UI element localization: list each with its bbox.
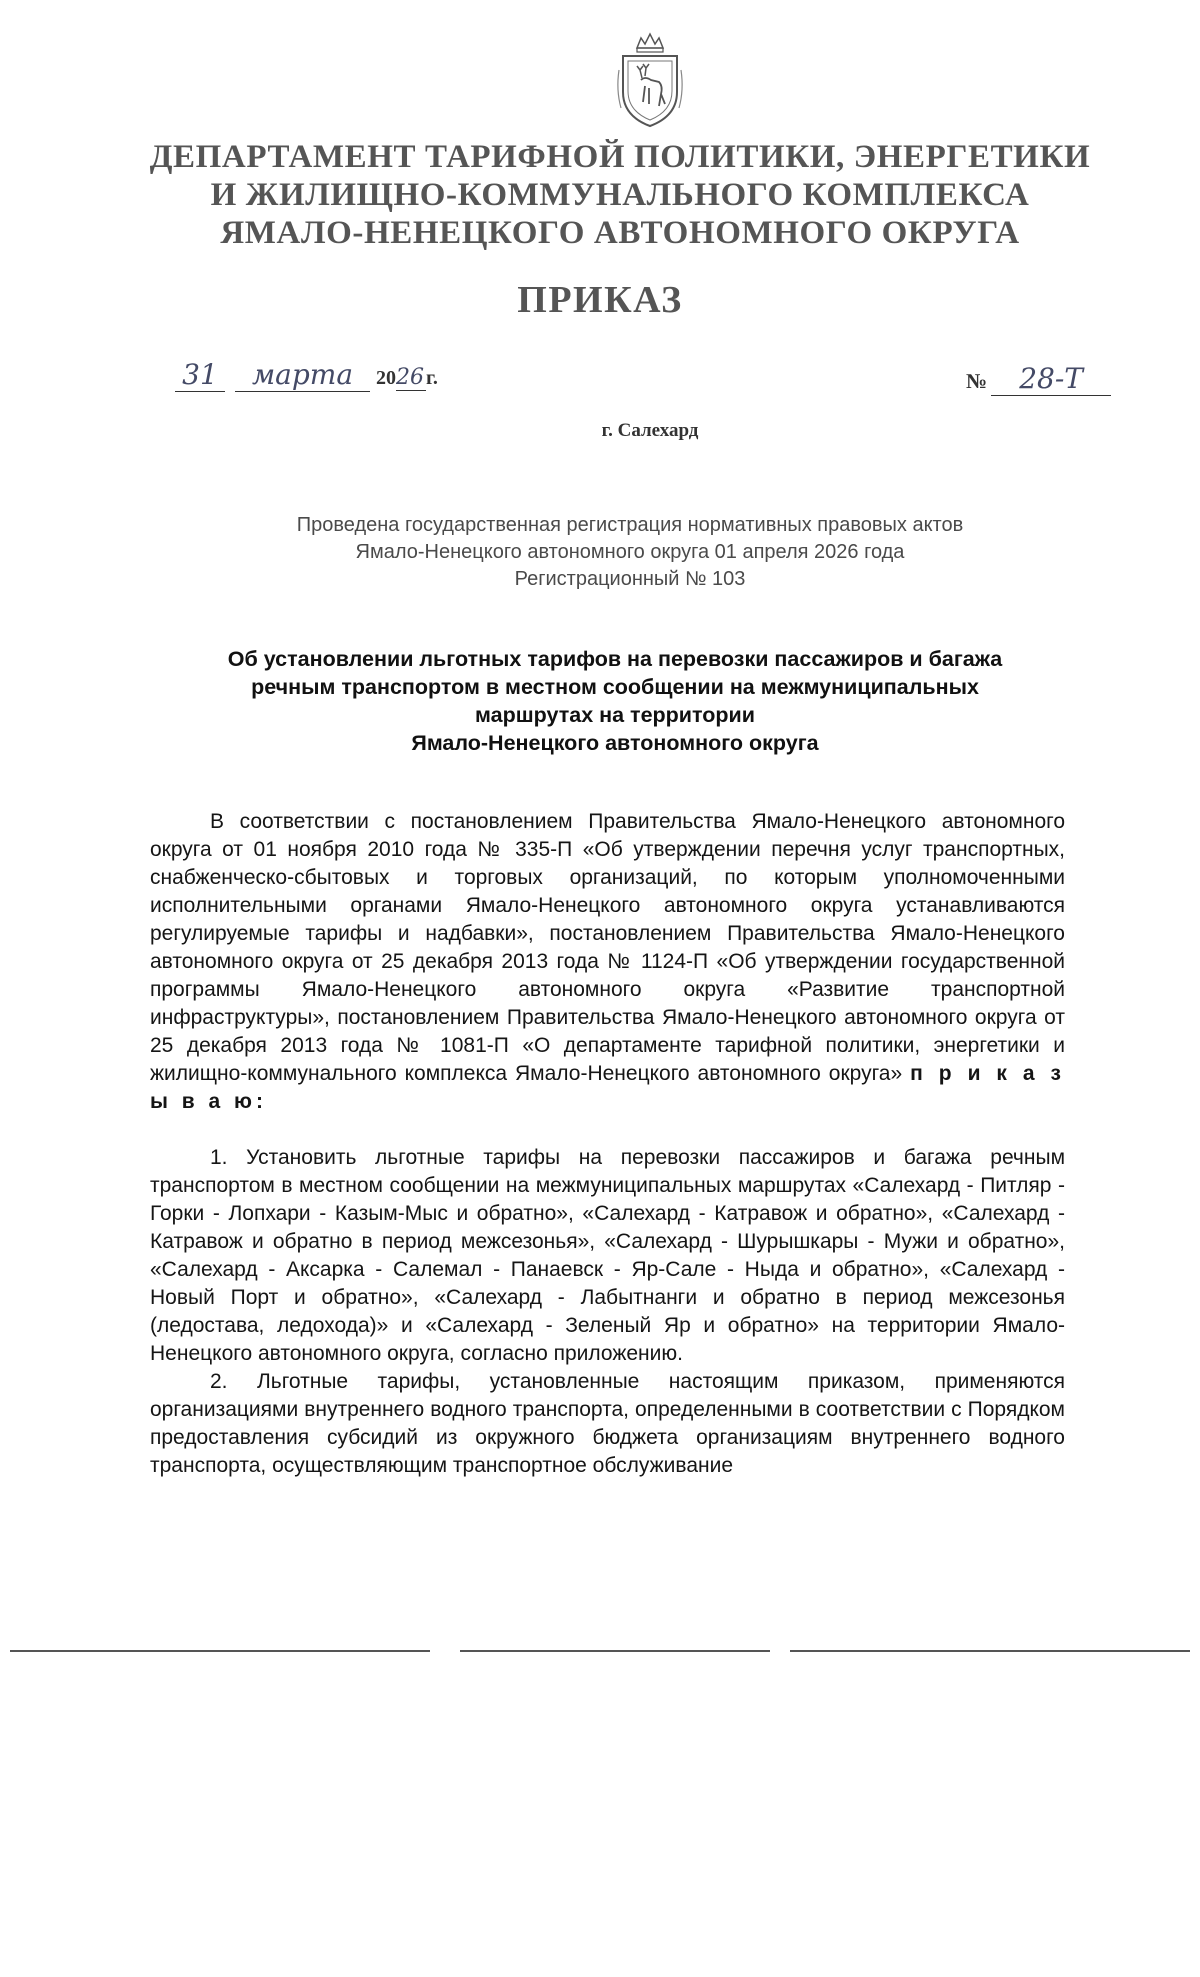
department-line-3: ЯМАЛО-НЕНЕЦКОГО АВТОНОМНОГО ОКРУГА [220,215,1020,251]
date-year-suffix: 26 [396,365,424,390]
document-type: ПРИКАЗ [517,279,683,321]
department-line-2: И ЖИЛИЩНО-КОММУНАЛЬНОГО КОМПЛЕКСА [210,177,1030,213]
registration-line-3: Регистрационный № 103 [514,568,746,590]
title-line-1: Об установлении льготных тарифов на перевозки пассажиров и багажа [227,647,1003,671]
department-header [120,138,1120,252]
page-divider [10,1650,1190,1652]
item-2-paragraph: 2. Льготные тарифы, установленные настоящим приказом, применяются организациями внутреннего водного транспорта, определенными в соответствии с Порядком предоставления субсидий из окружного бюджета организациям внутреннего водного транспорта, осуществляющим транспортное обслуживание [150,1370,1065,1477]
title-line-2: речным транспортом в местном сообщении на межмуниципальных [251,675,979,699]
preamble-text: В соответствии с постановлением Правительства Ямало-Ненецкого автономного округа от 01 ноября 2010 года № 335-П «Об утверждении перечня услуг транспортных, снабженческо-сбытовых и торговых организаций, по которым уполномоченными исполнительными органами Ямало-Ненецкого автономного округа устанавливаются регулируемые тарифы и надбавки», постановлением Правительства Ямало-Ненецкого автономного округа от 25 декабря 2013 года № 1124-П «Об утверждении государственной программы Ямало-Ненецкого автономного округа «Развитие транспортной инфраструктуры», постановлением Правительства Ямало-Ненецкого автономного округа от 25 декабря 2013 года № 1081-П «О департаменте тарифной политики, энергетики и жилищно-коммунального комплекса Ямало-Ненецкого автономного округа» [150,810,1065,1085]
order-word: п р и к а з ы в а ю: [150,1062,1065,1113]
date-day: 31 [175,358,225,392]
department-line-1: ДЕПАРТАМЕНТ ТАРИФНОЙ ПОЛИТИКИ, ЭНЕРГЕТИКИ [149,139,1091,175]
date-year-prefix: 20 [376,367,396,389]
document-number [966,362,1111,396]
document-body [150,808,1065,1480]
item-1-paragraph: 1. Установить льготные тарифы на перевозки пассажиров и багажа речным транспортом в местном сообщении на межмуниципальных маршрутах «Салехард - Питляр - Горки - Лопхари - Казым-Мыс и обратно», «Салехард - Катравож и обратно», «Салехард - Катравож и обратно в период межсезонья», «Салехард - Шурышкары - Мужи и обратно», «Салехард - Аксарка - Салемал - Панаевск - Яр-Сале - Ныда и обратно», «Салехард - Новый Порт и обратно», «Салехард - Лабытнанги и обратно в период межсезонья (ледостава, ледохода)» и «Салехард - Зеленый Яр и обратно» на территории Ямало-Ненецкого автономного округа, согласно приложению. [150,1146,1065,1365]
title-line-4: Ямало-Ненецкого автономного округа [411,731,819,755]
document-date [175,358,438,398]
number-value: 28-Т [991,362,1111,396]
city: г. Салехард [601,420,699,441]
date-suffix: г. [426,367,438,389]
registration-line-2: Ямало-Ненецкого автономного округа 01 апреля 2026 года [355,541,905,563]
document-title [150,645,1080,757]
title-line-3: маршрутах на территории [475,703,755,727]
number-sign: № [966,369,988,393]
preamble-paragraph [150,808,1065,1116]
registration-line-1: Проведена государственная регистрация нормативных правовых актов [296,514,964,536]
date-month: марта [235,358,370,392]
registration-stamp [180,512,1080,593]
yamal-coat-of-arms-icon [615,30,685,130]
